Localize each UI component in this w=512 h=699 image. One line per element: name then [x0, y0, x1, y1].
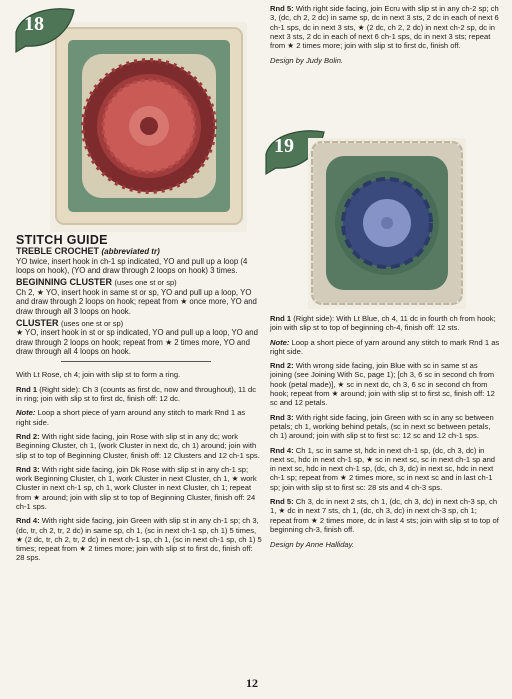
square-19-photo [308, 138, 466, 309]
pattern-18-rnd5: Rnd 5: With right side facing, join Ecru with slip st in any ch-2 sp; ch 3, (dc, ch 2, 2 dc) in same sp, dc in next 3 sts, 2 dc in each of next 6 ch-1 sps, dc in next 3 sts, ★ (2 dc, ch 2, 2 dc) in next ch-2 sp, dc in next 3 sts, 2 dc in each of next 6 ch-1 sps, dc in next 3 sts; repeat from ★ 2 times more; join with slip st to first dc, finish off. [270, 4, 499, 51]
square-19-number: 19 [274, 135, 294, 157]
pattern-19-rnd4: Rnd 4: Ch 1, sc in same st, hdc in next ch-1 sp, (dc, ch 3, dc) in next sc, hdc in next ch-1 sp, ★ sc in next sc, sc in next ch-1 sp and in next sc, hdc in next ch-1 sp, (dc, ch 3, dc) in next sc, hdc in next ch-1 sp; repeat from ★ 2 times more, sc in next sc and in last ch-1 sp; join with slip st to first sc: 28 sts and 4 ch-3 sps. [270, 445, 496, 492]
divider [61, 361, 211, 362]
pattern-18-continued [270, 4, 500, 71]
pattern-19-rnd3: Rnd 3: With right side facing, join Green with sc in any sc between petals; ch 1, working behind petals, (sc in next sc between petals, ch 1) around; join with slip st to first sc: 12 sc and 12 ch-1 sps. [270, 412, 494, 441]
pattern-18-rnd1: Rnd 1 (Right side): Ch 3 (counts as first dc, now and throughout), 11 dc in ring; join with slip st to first dc, finish off: 12 dc. [16, 384, 257, 404]
pattern-19-note: Note: Loop a short piece of yarn around any stitch to mark Rnd 1 as right side. [270, 337, 500, 356]
treble-heading: TREBLE CROCHET (abbreviated tr) [16, 246, 160, 257]
pattern-19-rnd1: Rnd 1 (Right side): With Lt Blue, ch 4, 11 dc in fourth ch from hook; join with slip st to top of beginning ch-4, finish off: 12 sts. [270, 314, 496, 333]
pattern-18-note: Note: Loop a short piece of yarn around any stitch to mark Rnd 1 as right side. [16, 408, 246, 427]
pattern-19-designer: Design by Anne Halliday. [270, 540, 354, 550]
pattern-18-intro: With Lt Rose, ch 4; join with slip st to form a ring. [16, 370, 181, 380]
treble-text: YO twice, insert hook in ch-1 sp indicated, YO and pull up a loop (4 loops on hook), (YO and draw through 2 loops on hook) 3 times. [16, 256, 248, 275]
page-number: 12 [246, 676, 258, 690]
square-18-number: 18 [24, 13, 44, 35]
cluster-heading: CLUSTER (uses one st or sp) [16, 317, 124, 328]
leaf-18-icon [12, 4, 82, 54]
pattern-19-rnd2: Rnd 2: With wrong side facing, join Blue with sc in same st as joining (see Joining With Sc, page 1); [ch 3, 6 sc in second ch from hook (petal made)], ★ sc in next dc, ch 3, 6 sc in second ch from hook; repeat from ★ around; join with slip st to first sc, finish off: 12 sc and 12 petals. [270, 361, 495, 408]
beginning-cluster-heading: BEGINNING CLUSTER (uses one st or sp) [16, 277, 177, 288]
pattern-19-rnd5: Rnd 5: Ch 3, dc in next 2 sts, ch 1, (dc, ch 3, dc) in next ch-3 sp, ch 1, ★ dc in next 7 sts, ch 1, (dc, ch 3, dc) in next ch-3 sp, ch 1; repeat from ★ 2 times more, dc in last 4 sts; join with slip st to top of beginning ch-3, finish off. [270, 497, 499, 534]
stitch-guide-title: STITCH GUIDE [16, 233, 108, 247]
cluster-text: ★ YO, insert hook in st or sp indicated, YO and pull up a loop, YO and draw through 2 loops on hook; repeat from ★ 2 times more, YO and draw through all 4 loops on hook. [16, 328, 258, 357]
pattern-18-rnd3: Rnd 3: With right side facing, join Dk Rose with slip st in any ch-1 sp; work Beginning Cluster, ch 1, work Cluster in next Cluster, ch 1, ★ work Cluster in next ch-1 sp, ch 1, work Cluster in next Cluster, ch 1; repeat from ★ around; join with slip st to top of Beginning Cluster, finish off: 24 ch-1 sps. [16, 464, 257, 511]
pattern-18-designer: Design by Judy Bolin. [270, 56, 344, 66]
pattern-18-rnd2: Rnd 2: With right side facing, join Rose with slip st in any dc; work Beginning Cluster, ch 1, (work Cluster in next dc, ch 1) around; join with slip st to top of Beginning Cluster, finish off: 12 Clusters and 12 ch-1 sps. [16, 431, 260, 460]
beginning-cluster-text: Ch 2, ★ YO, insert hook in same st or sp, YO and pull up a loop, YO and draw through 2 loops on hook; repeat from ★ once more, YO and draw through all 3 loops on hook. [16, 287, 257, 316]
pattern-18-rnd4: Rnd 4: With right side facing, join Green with slip st in any ch-1 sp; ch 3, (dc, tr, ch 2, tr, 2 dc) in same sp, ch 1, (sc in next ch-1 sp, ch 1) 5 times, ★ (2 dc, tr, ch 2, tr, 2 dc) in next ch-1 sp, ch 1, (sc in next ch-1 sp, ch 1) 5 times; repeat from ★ 2 times more; join with slip st to first dc, finish off: 28 sps. [16, 516, 262, 563]
left-column [16, 233, 262, 568]
pattern-19 [270, 314, 500, 555]
